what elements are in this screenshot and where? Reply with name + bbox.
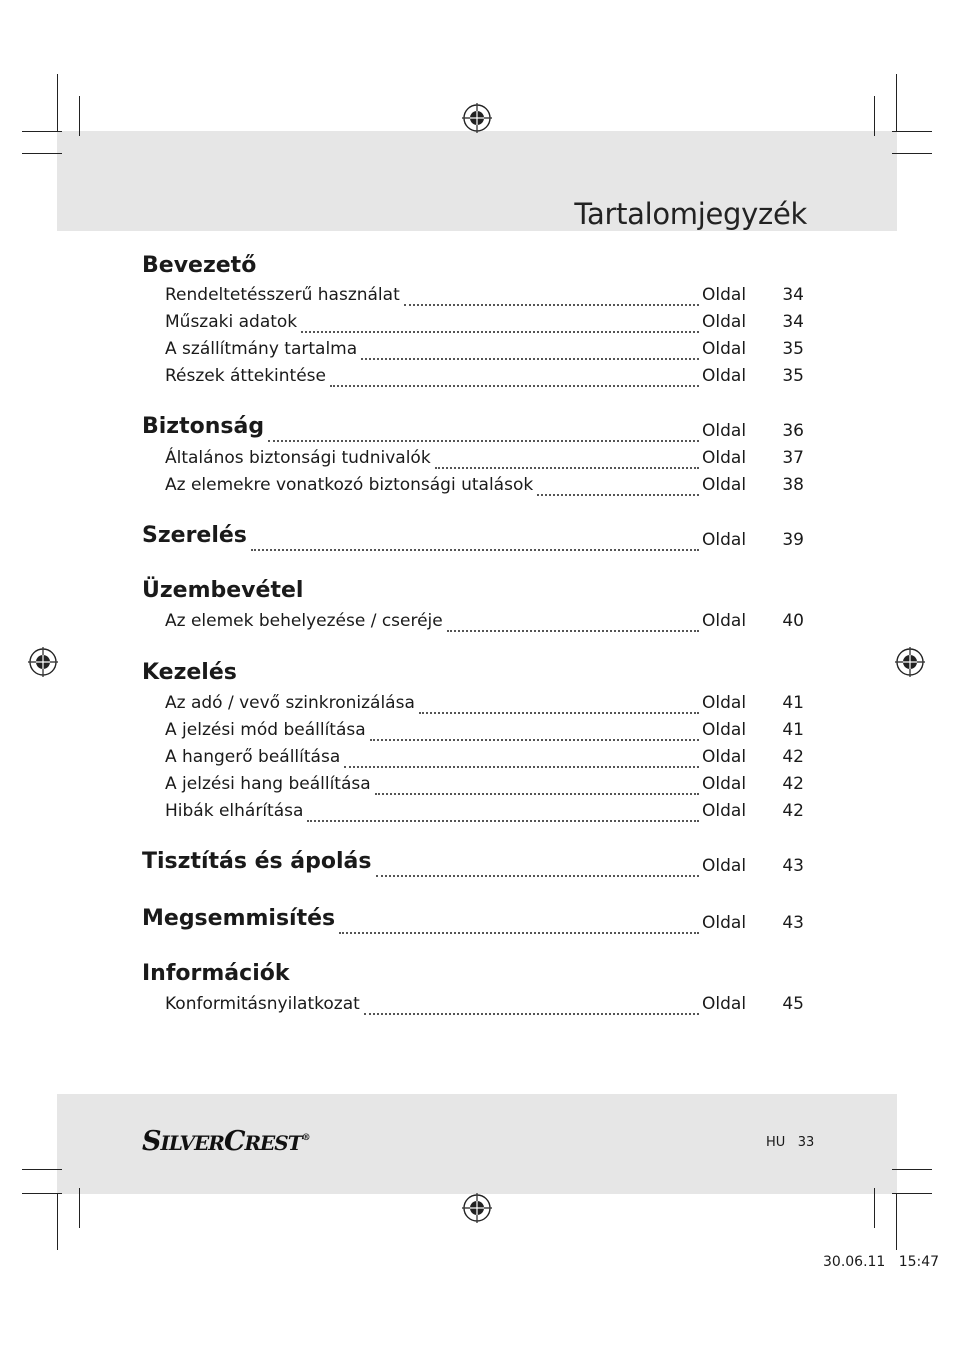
footer-page-number bbox=[766, 1135, 814, 1150]
leader-dots bbox=[339, 916, 699, 934]
toc-entry[interactable] bbox=[0, 285, 954, 307]
toc-entry-page: 42 bbox=[782, 747, 804, 767]
leader-dots bbox=[301, 315, 699, 333]
leader-dots bbox=[361, 342, 699, 360]
toc-entry[interactable] bbox=[0, 475, 954, 497]
toc-entry-page: 35 bbox=[782, 339, 804, 359]
toc-entry-oldal: Oldal bbox=[702, 693, 747, 713]
toc-entry[interactable] bbox=[0, 774, 954, 796]
leader-dots bbox=[375, 777, 699, 795]
print-time: 15:47 bbox=[898, 1254, 940, 1270]
toc-entry-page: 35 bbox=[782, 366, 804, 386]
toc-entry-oldal: Oldal bbox=[702, 801, 747, 821]
toc-heading: Szerelés bbox=[142, 523, 247, 548]
leader-dots bbox=[447, 614, 699, 632]
toc-heading: Információk bbox=[142, 961, 290, 986]
print-stamp bbox=[823, 1254, 939, 1270]
toc-entry-label: Műszaki adatok bbox=[165, 312, 298, 332]
toc-heading: Tisztítás és ápolás bbox=[142, 849, 372, 874]
language-code: HU bbox=[766, 1135, 786, 1150]
toc-heading-entry[interactable] bbox=[0, 523, 954, 552]
page-number: 33 bbox=[797, 1135, 815, 1150]
toc-entry-oldal: Oldal bbox=[702, 448, 747, 468]
toc-entry-label: A hangerő beállítása bbox=[165, 747, 341, 767]
leader-dots bbox=[419, 696, 699, 714]
toc-entry-page: 41 bbox=[782, 720, 804, 740]
toc-entry-oldal: Oldal bbox=[702, 366, 747, 386]
toc-entry[interactable] bbox=[0, 693, 954, 715]
toc-heading: Biztonság bbox=[142, 414, 265, 439]
toc-entry[interactable] bbox=[0, 339, 954, 361]
toc-entry-page: 43 bbox=[782, 856, 804, 876]
toc-entry-page: 41 bbox=[782, 693, 804, 713]
toc-entry[interactable] bbox=[0, 312, 954, 334]
registration-mark-icon bbox=[462, 103, 492, 133]
toc-entry-page: 36 bbox=[782, 421, 804, 441]
registration-mark-icon bbox=[28, 647, 58, 677]
toc-entry[interactable] bbox=[0, 747, 954, 769]
toc-entry-label: Általános biztonsági tudnivalók bbox=[165, 448, 431, 468]
toc-entry-page: 45 bbox=[782, 994, 804, 1014]
toc-entry-label: A jelzési hang beállítása bbox=[165, 774, 371, 794]
registration-mark-icon bbox=[462, 1193, 492, 1223]
toc-entry-page: 40 bbox=[782, 611, 804, 631]
toc-entry-oldal: Oldal bbox=[702, 856, 747, 876]
toc-entry-oldal: Oldal bbox=[702, 913, 747, 933]
toc-entry-page: 42 bbox=[782, 801, 804, 821]
leader-dots bbox=[376, 859, 699, 877]
toc-entry[interactable] bbox=[0, 801, 954, 823]
leader-dots bbox=[404, 288, 699, 306]
toc-entry[interactable] bbox=[0, 611, 954, 633]
leader-dots bbox=[251, 533, 699, 551]
toc-heading-entry[interactable] bbox=[0, 906, 954, 935]
print-date: 30.06.11 bbox=[823, 1254, 886, 1270]
toc-entry-label: A szállítmány tartalma bbox=[165, 339, 358, 359]
leader-dots bbox=[330, 369, 699, 387]
leader-dots bbox=[307, 804, 699, 822]
toc-heading-entry[interactable] bbox=[0, 414, 954, 443]
toc-entry-page: 38 bbox=[782, 475, 804, 495]
toc-entry[interactable] bbox=[0, 994, 954, 1016]
toc-entry[interactable] bbox=[0, 366, 954, 388]
toc-entry-oldal: Oldal bbox=[702, 747, 747, 767]
page-title: Tartalomjegyzék bbox=[574, 197, 807, 232]
toc-entry-label: Részek áttekintése bbox=[165, 366, 326, 386]
toc-entry-page: 43 bbox=[782, 913, 804, 933]
toc-entry-label: Konformitásnyilatkozat bbox=[165, 994, 360, 1014]
toc-heading: Kezelés bbox=[142, 660, 237, 685]
toc-entry-page: 42 bbox=[782, 774, 804, 794]
registration-mark-icon bbox=[895, 647, 925, 677]
toc-entry-label: Az elemek behelyezése / cseréje bbox=[165, 611, 443, 631]
toc-entry[interactable] bbox=[0, 720, 954, 742]
toc-entry-page: 34 bbox=[782, 312, 804, 332]
toc-entry-oldal: Oldal bbox=[702, 530, 747, 550]
toc-entry-page: 34 bbox=[782, 285, 804, 305]
toc-entry-oldal: Oldal bbox=[702, 312, 747, 332]
toc-entry-oldal: Oldal bbox=[702, 720, 747, 740]
toc-entry-label: Rendeltetésszerű használat bbox=[165, 285, 400, 305]
toc-entry-label: A jelzési mód beállítása bbox=[165, 720, 366, 740]
toc-entry[interactable] bbox=[0, 448, 954, 470]
toc-entry-oldal: Oldal bbox=[702, 611, 747, 631]
leader-dots bbox=[268, 424, 699, 442]
brand-logo: SILVERCREST® bbox=[142, 1126, 310, 1157]
toc-entry-label: Az adó / vevő szinkronizálása bbox=[165, 693, 415, 713]
leader-dots bbox=[370, 723, 699, 741]
toc-entry-oldal: Oldal bbox=[702, 339, 747, 359]
leader-dots bbox=[344, 750, 699, 768]
toc-entry-label: Hibák elhárítása bbox=[165, 801, 304, 821]
toc-entry-label: Az elemekre vonatkozó biztonsági utalások bbox=[165, 475, 534, 495]
leader-dots bbox=[364, 997, 699, 1015]
toc-heading: Megsemmisítés bbox=[142, 906, 336, 931]
toc-entry-oldal: Oldal bbox=[702, 994, 747, 1014]
toc-entry-oldal: Oldal bbox=[702, 475, 747, 495]
toc-heading-entry[interactable] bbox=[0, 849, 954, 878]
leader-dots bbox=[537, 478, 699, 496]
toc-heading: Bevezető bbox=[142, 253, 257, 278]
toc-entry-oldal: Oldal bbox=[702, 421, 747, 441]
toc-entry-oldal: Oldal bbox=[702, 774, 747, 794]
toc-entry-page: 37 bbox=[782, 448, 804, 468]
toc-heading: Üzembevétel bbox=[142, 578, 304, 603]
toc-entry-oldal: Oldal bbox=[702, 285, 747, 305]
toc-entry-page: 39 bbox=[782, 530, 804, 550]
leader-dots bbox=[435, 451, 699, 469]
